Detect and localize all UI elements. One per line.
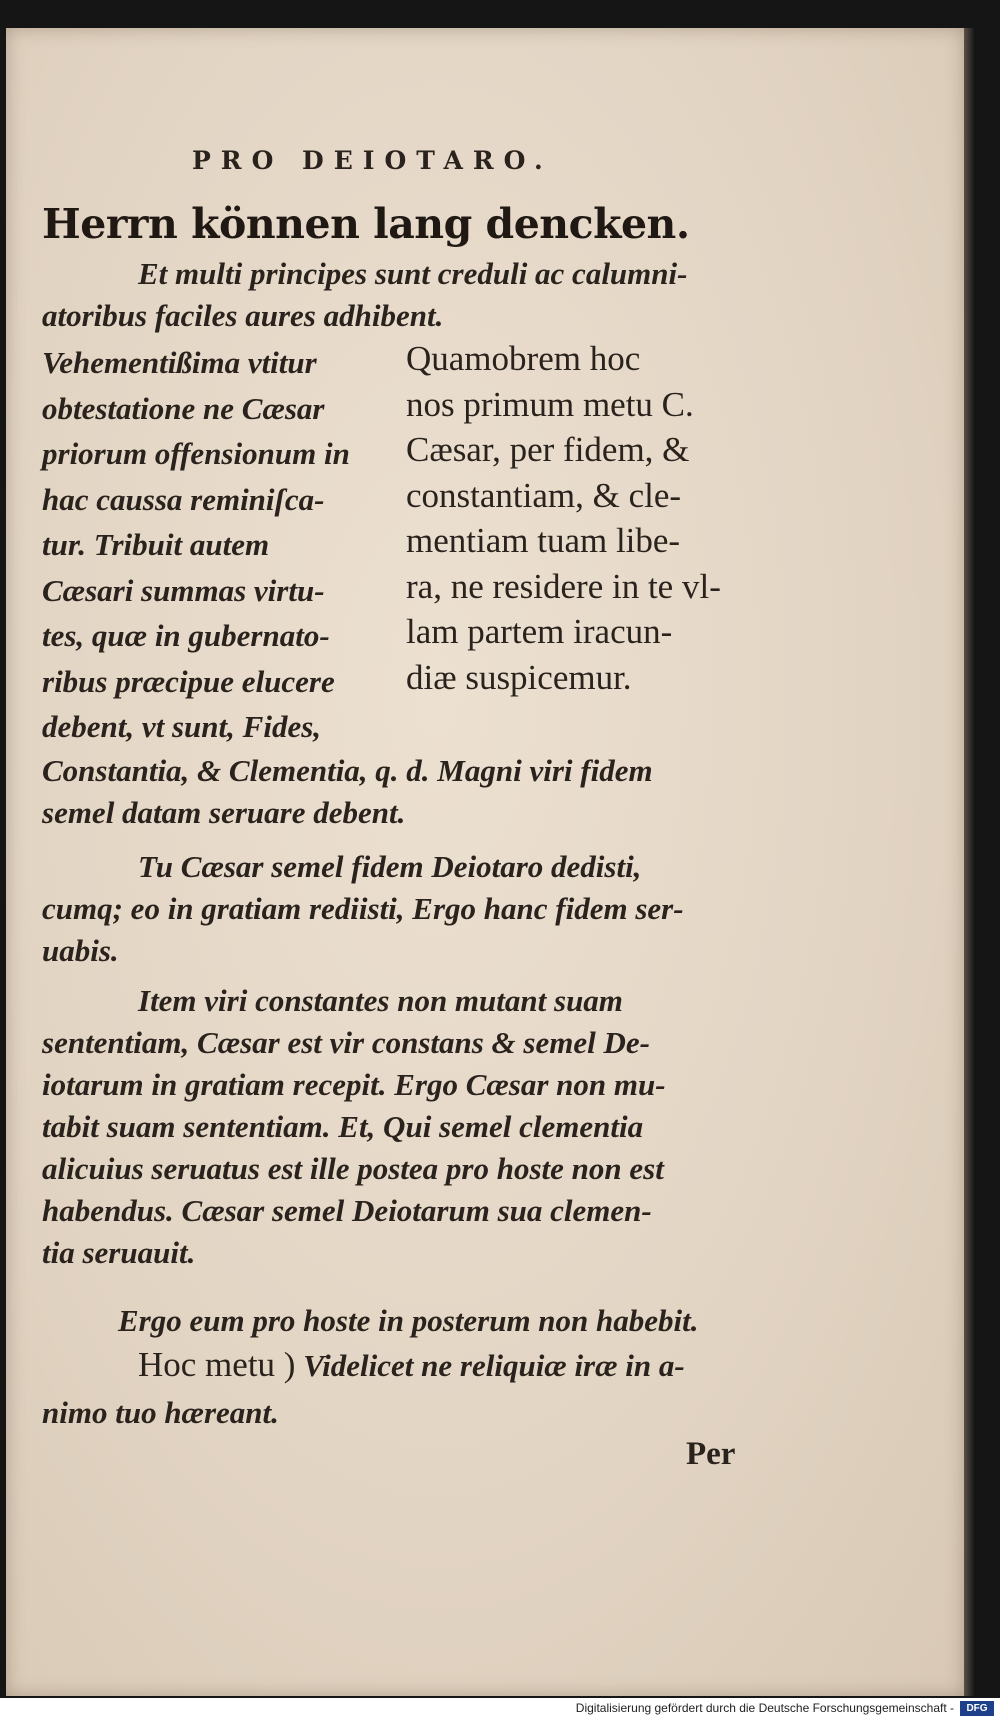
commentary-line: debent, vt sunt, Fides, [42,709,322,744]
text-line: mentiam tuam libe- [406,521,681,560]
text-line: lam partem iracun- [406,612,673,651]
paragraph-line: Item viri constantes non mutant suam [138,983,623,1018]
intro-line: Et multi principes sunt creduli ac calumni- [138,256,688,291]
paragraph-line: alicuius seruatus est ille postea pro hoste non est [42,1151,664,1186]
paragraph-line: habendus. Cæsar semel Deiotarum sua clemen- [42,1193,652,1228]
footer-credit: Digitalisierung gefördert durch die Deutsche Forschungsgemeinschaft - [575,1701,954,1715]
paragraph-line: tia seruauit. [42,1235,196,1270]
paragraph-line: cumq; eo in gratiam rediisti, Ergo hanc fidem ser- [42,891,684,926]
text-line: constantiam, & cle- [406,475,682,515]
dfg-logo: DFG [960,1701,994,1716]
commentary-column [42,340,372,750]
paragraph-line: iotarum in gratiam recepit. Ergo Cæsar non mu- [42,1067,666,1102]
paragraph-5 [42,1344,742,1434]
footer-bar [0,1698,1000,1720]
paragraph-line: Tu Cæsar semel fidem Deiotaro dedisti, [138,849,642,884]
gloss-text: Videlicet ne reliquiæ iræ in a- [295,1348,685,1383]
text-line: Cæsar, per fidem, & [406,430,690,469]
commentary-line: tes, quæ in gubernato- [42,618,330,653]
commentary-line: tur. Tribuit autem [42,527,270,562]
text-line: Quamobrem hoc [406,339,641,378]
paragraph-1 [42,750,742,834]
cicero-text-column [406,336,736,700]
book-page [6,28,964,1696]
running-head: PRO DEIOTARO. [192,146,553,175]
paragraph-line: semel datam seruare debent. [42,795,406,830]
commentary-line: Cæsari summas virtu- [42,572,325,608]
lemma-text: Hoc metu ) [138,1345,296,1384]
fraktur-heading: Herrn können lang dencken. [42,200,690,248]
commentary-line: priorum offensionum in [42,436,350,471]
paragraph-line: Ergo eum pro hoste in posterum non habebit. [118,1303,699,1338]
intro-line: atoribus faciles aures adhibent. [42,298,444,333]
text-line: nos primum metu C. [406,384,694,424]
page-edge-shadow [964,28,974,1696]
commentary-line: ribus præcipue elucere [42,663,335,699]
commentary-line: hac caussa reminiſca- [42,481,325,517]
paragraph-line [42,1344,742,1392]
paragraph-line: uabis. [42,933,119,968]
text-line: ra, ne residere in te vl- [406,566,721,606]
commentary-line: Vehementißima vtitur [42,345,317,380]
commentary-line: obtestatione ne Cæsar [42,390,325,426]
paragraph-4 [42,1300,742,1342]
paragraph-line: sententiam, Cæsar est vir constans & semel De- [42,1025,650,1060]
paragraph-line: Constantia, & Clementia, q. d. Magni viri fidem [42,753,653,788]
paragraph-line: nimo tuo hæreant. [42,1395,279,1430]
paragraph-line: tabit suam sententiam. Et, Qui semel clementia [42,1109,644,1144]
paragraph-3 [42,980,742,1274]
text-line: diæ suspicemur. [406,657,632,697]
catchword: Per [686,1436,736,1472]
paragraph-2 [42,846,742,972]
